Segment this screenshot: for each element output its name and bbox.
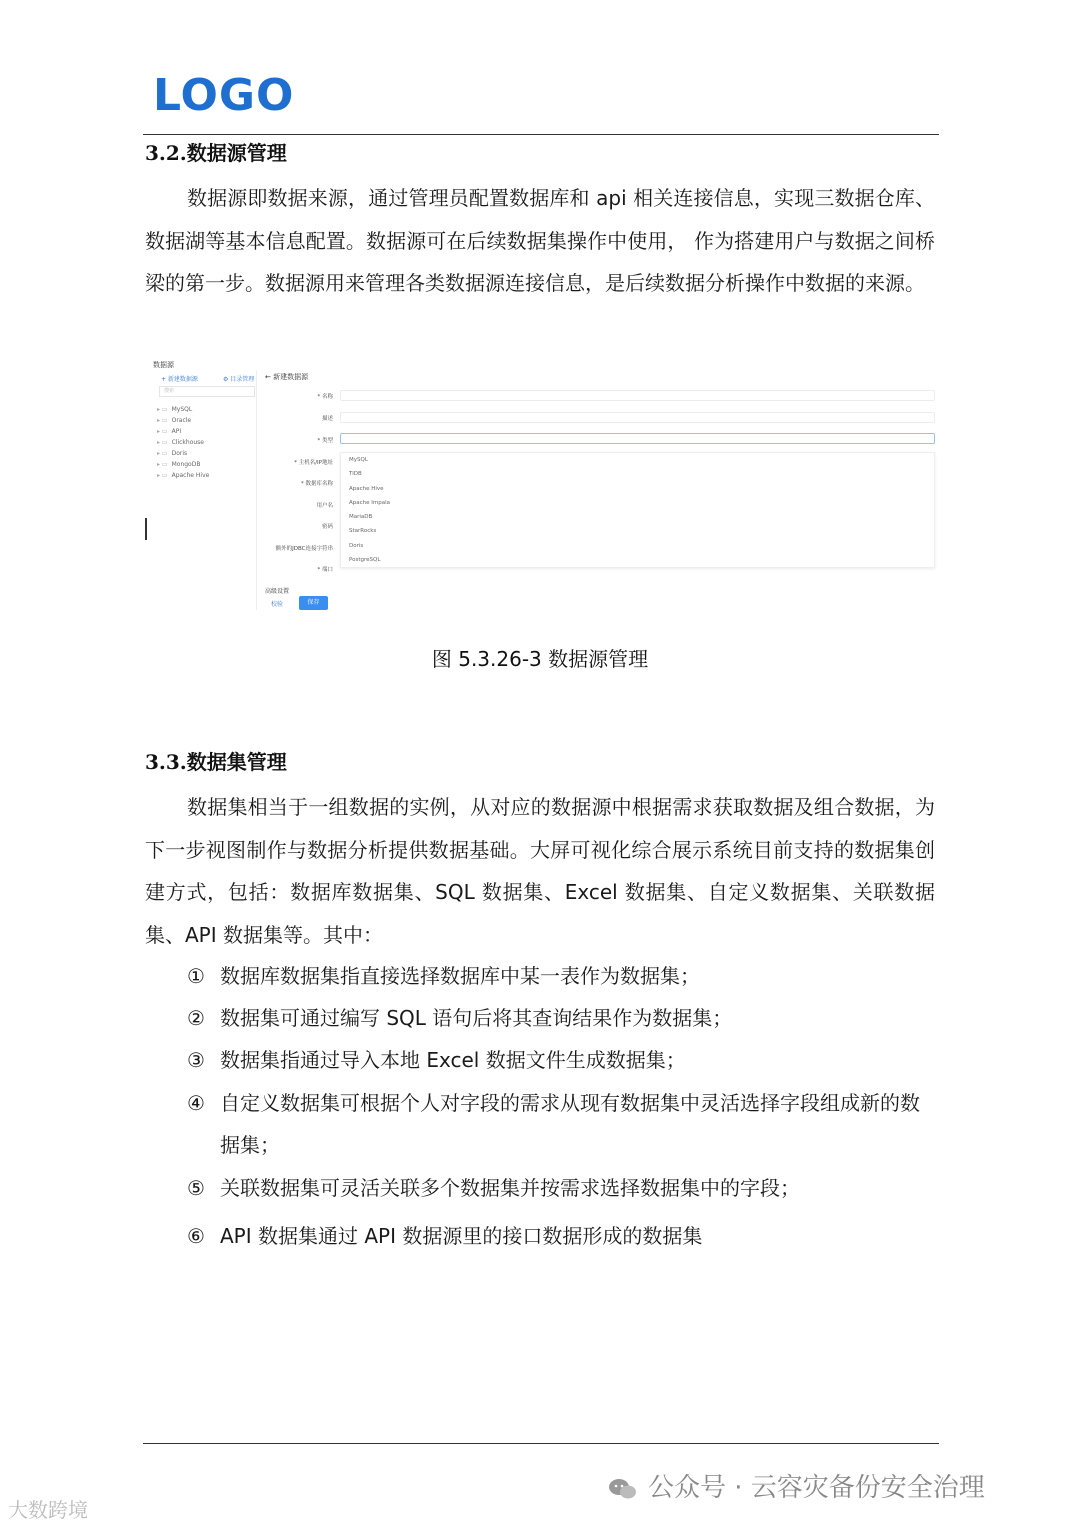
desc-field bbox=[340, 412, 935, 423]
tree-item: ▸ ▭ Doris bbox=[157, 450, 188, 457]
tree-item: ▸ ▭ MongoDB bbox=[157, 461, 201, 468]
label-user: 用户名 bbox=[316, 503, 333, 509]
label-port: * 端口 bbox=[317, 567, 333, 573]
save-button: 保存 bbox=[299, 596, 328, 610]
wechat-watermark: 公众号 · 云容灾备份安全治理 bbox=[608, 1467, 985, 1504]
dropdown-option: StarRocks bbox=[349, 528, 377, 535]
text-cursor bbox=[145, 518, 147, 540]
pane-divider bbox=[256, 370, 257, 610]
label-password: 密码 bbox=[321, 524, 333, 530]
logo: LOGO bbox=[153, 70, 295, 121]
check-button: 校验 bbox=[271, 601, 284, 608]
list-item: ⑤ 关联数据集可灵活关联多个数据集并按需求选择数据集中的字段； bbox=[187, 1176, 800, 1200]
label-jdbc: 额外的JDBC连接字符串 bbox=[275, 546, 333, 552]
header-rule bbox=[143, 134, 939, 135]
catalog-manage-link: ⚙ 目录管理 bbox=[223, 376, 255, 383]
form-title: ← 新建数据源 bbox=[265, 373, 309, 381]
label-type: * 类型 bbox=[317, 438, 333, 444]
dropdown-option: TiDB bbox=[349, 471, 362, 478]
dropdown-option: MariaDB bbox=[349, 514, 373, 521]
label-desc: 描述 bbox=[321, 416, 333, 422]
sidebar-title: 数据源 bbox=[153, 361, 174, 369]
tree-item: ▸ ▭ MySQL bbox=[157, 406, 193, 413]
tree-item: ▸ ▭ Oracle bbox=[157, 417, 192, 424]
dropdown-option: MySQL bbox=[349, 457, 368, 463]
dropdown-option: PostgreSQL bbox=[349, 557, 381, 564]
section-heading-3-2: 3.2.数据源管理 bbox=[145, 141, 287, 165]
sidebar-search: 搜索 bbox=[159, 386, 255, 397]
tree-item: ▸ ▭ API bbox=[157, 428, 182, 435]
list-item: ③ 数据集指通过导入本地 Excel 数据文件生成数据集； bbox=[187, 1048, 686, 1072]
advanced-settings: 高级设置 bbox=[265, 588, 290, 595]
tree-item: ▸ ▭ Apache Hive bbox=[157, 472, 210, 479]
list-item: ① 数据库数据集指直接选择数据库中某一表作为数据集； bbox=[187, 964, 700, 988]
section-heading-3-3: 3.3.数据集管理 bbox=[145, 750, 287, 774]
list-item: ② 数据集可通过编写 SQL 语句后将其查询结果作为数据集； bbox=[187, 1006, 733, 1030]
section-3-3-paragraph: 数据集相当于一组数据的实例，从对应的数据源中根据需求获取数据及组合数据，为下一步视图制作与数据分析提供数据基础。大屏可视化综合展示系统目前支持的数据集创建方式，包括：数据库数据集、SQL 数据集、Excel 数据集、自定义数据集、关联数据集、API 数据集等。其中： bbox=[145, 795, 935, 947]
label-host: * 主机名/IP地址 bbox=[294, 460, 333, 466]
figure-caption: 图 5.3.26-3 数据源管理 bbox=[431, 647, 649, 671]
label-name: * 名称 bbox=[317, 394, 333, 400]
corner-watermark: 大数跨境 bbox=[8, 1498, 88, 1522]
datasource-screenshot bbox=[143, 352, 940, 617]
tree-item: ▸ ▭ Clickhouse bbox=[157, 439, 204, 446]
dropdown-option: Apache Impala bbox=[349, 499, 391, 506]
list-item: ④ 自定义数据集可根据个人对字段的需求从现有数据集中灵活选择字段组成新的数据集； bbox=[187, 1091, 920, 1157]
name-field bbox=[340, 390, 935, 401]
dropdown-option: Doris bbox=[349, 542, 364, 549]
wechat-icon bbox=[608, 1477, 638, 1501]
new-datasource-link: + 新建数据源 bbox=[161, 376, 198, 383]
footer-rule bbox=[143, 1443, 939, 1444]
datasource-tree bbox=[157, 404, 209, 481]
list-item: ⑥ API 数据集通过 API 数据源里的接口数据形成的数据集 bbox=[187, 1224, 703, 1248]
type-select bbox=[340, 433, 935, 444]
section-3-2-paragraph: 数据源即数据来源，通过管理员配置数据库和 api 相关连接信息，实现三数据仓库、数据湖等基本信息配置。数据源可在后续数据集操作中使用， 作为搭建用户与数据之间桥梁的第一步。数据源用来管理各类数据源连接信息，是后续数据分析操作中数据的来源。 bbox=[145, 186, 935, 295]
type-dropdown bbox=[340, 452, 935, 568]
label-db: * 数据库名称 bbox=[301, 481, 333, 487]
dropdown-option: Apache Hive bbox=[349, 485, 384, 492]
